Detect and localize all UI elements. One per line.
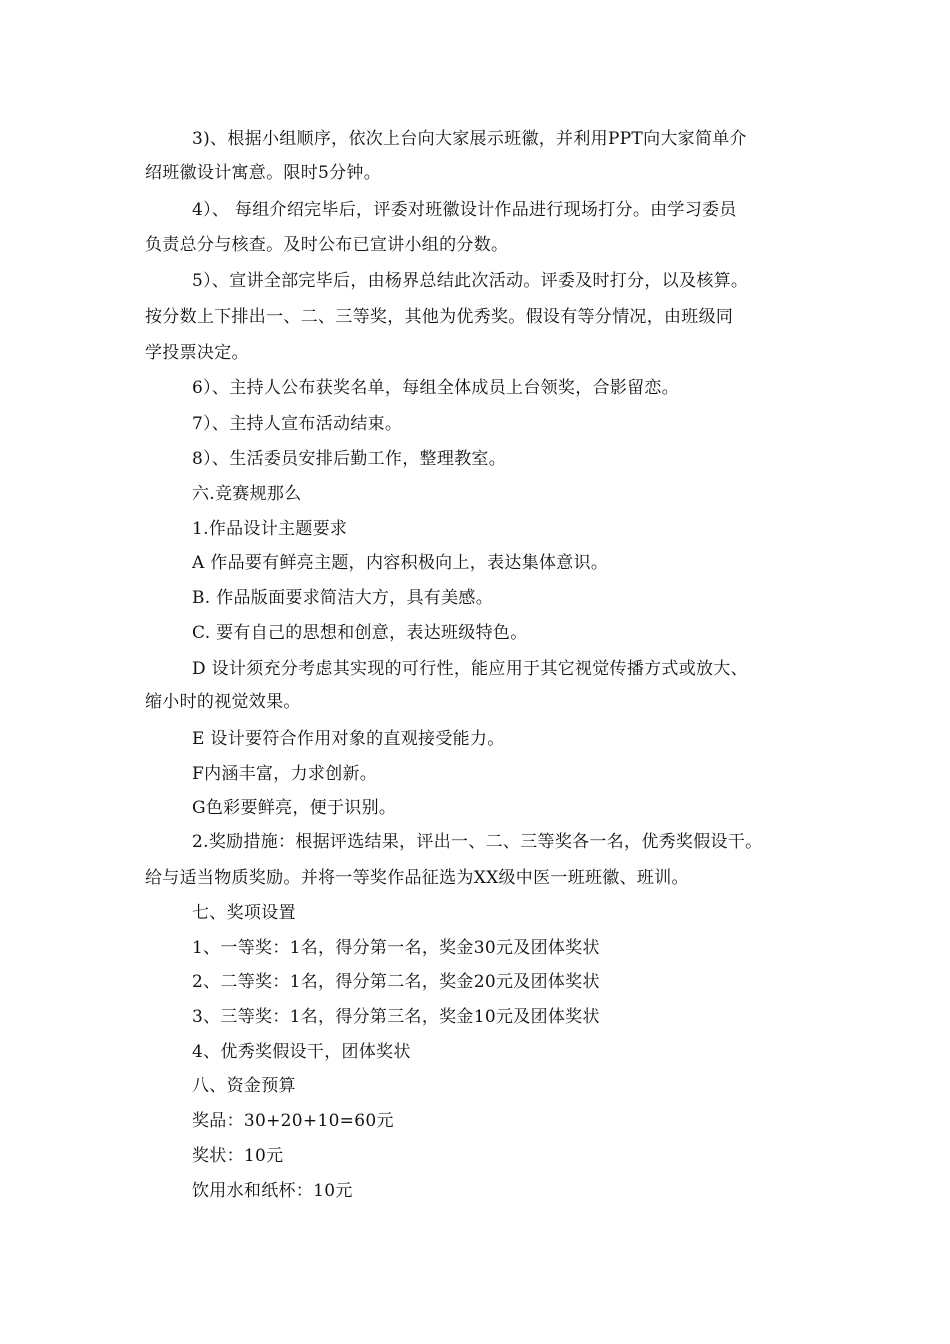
list-item: D 设计须充分考虑其实现的可行性，能应用于其它视觉传播方式或放大、 (192, 659, 748, 679)
list-item: A 作品要有鲜亮主题，内容积极向上，表达集体意识。 (192, 553, 609, 573)
section-heading: 八、资金预算 (192, 1076, 296, 1096)
paragraph-line: 5）、宣讲全部完毕后，由杨界总结此次活动。评委及时打分，以及核算。 (192, 271, 749, 291)
budget-item: 奖状：10元 (192, 1146, 284, 1166)
list-item: 4、优秀奖假设干，团体奖状 (192, 1042, 411, 1062)
list-item: F内涵丰富，力求创新。 (192, 764, 378, 784)
paragraph-line: 8）、生活委员安排后勤工作，整理教室。 (192, 449, 507, 469)
paragraph-line: 学投票决定。 (145, 343, 249, 363)
paragraph-line: 缩小时的视觉效果。 (145, 692, 301, 712)
paragraph-line: 4）、 每组介绍完毕后，评委对班徽设计作品进行现场打分。由学习委员 (192, 200, 737, 220)
paragraph-line: 3)、根据小组顺序，依次上台向大家展示班徽，并利用PPT向大家简单介 (192, 129, 747, 149)
paragraph-line: 6）、主持人公布获奖名单，每组全体成员上台领奖，合影留恋。 (192, 378, 680, 398)
list-item: 1、一等奖：1名，得分第一名，奖金30元及团体奖状 (192, 938, 600, 958)
list-item: 2、二等奖：1名，得分第二名，奖金20元及团体奖状 (192, 972, 600, 992)
budget-item: 奖品：30+20+10=60元 (192, 1111, 394, 1131)
subsection-heading: 1.作品设计主题要求 (192, 519, 348, 539)
section-heading: 七、奖项设置 (192, 903, 296, 923)
list-item: G色彩要鲜亮，便于识别。 (192, 798, 397, 818)
list-item: B. 作品版面要求简洁大方，具有美感。 (192, 588, 493, 608)
paragraph-line: 按分数上下排出一、二、三等奖，其他为优秀奖。假设有等分情况，由班级同 (145, 307, 734, 327)
list-item: 3、三等奖：1名，得分第三名，奖金10元及团体奖状 (192, 1007, 600, 1027)
paragraph-line: 7）、主持人宣布活动结束。 (192, 414, 403, 434)
section-heading: 六.竞赛规那么 (192, 484, 302, 504)
budget-item: 饮用水和纸杯：10元 (192, 1181, 353, 1201)
paragraph-line: 给与适当物质奖励。并将一等奖作品征选为XX级中医一班班徽、班训。 (145, 868, 689, 888)
paragraph-line: 绍班徽设计寓意。限时5分钟。 (145, 163, 382, 183)
list-item: E 设计要符合作用对象的直观接受能力。 (192, 729, 505, 749)
paragraph-line: 2.奖励措施：根据评选结果，评出一、二、三等奖各一名，优秀奖假设干。 (192, 832, 763, 852)
paragraph-line: 负责总分与核查。及时公布已宣讲小组的分数。 (145, 235, 509, 255)
list-item: C. 要有自己的思想和创意，表达班级特色。 (192, 623, 528, 643)
